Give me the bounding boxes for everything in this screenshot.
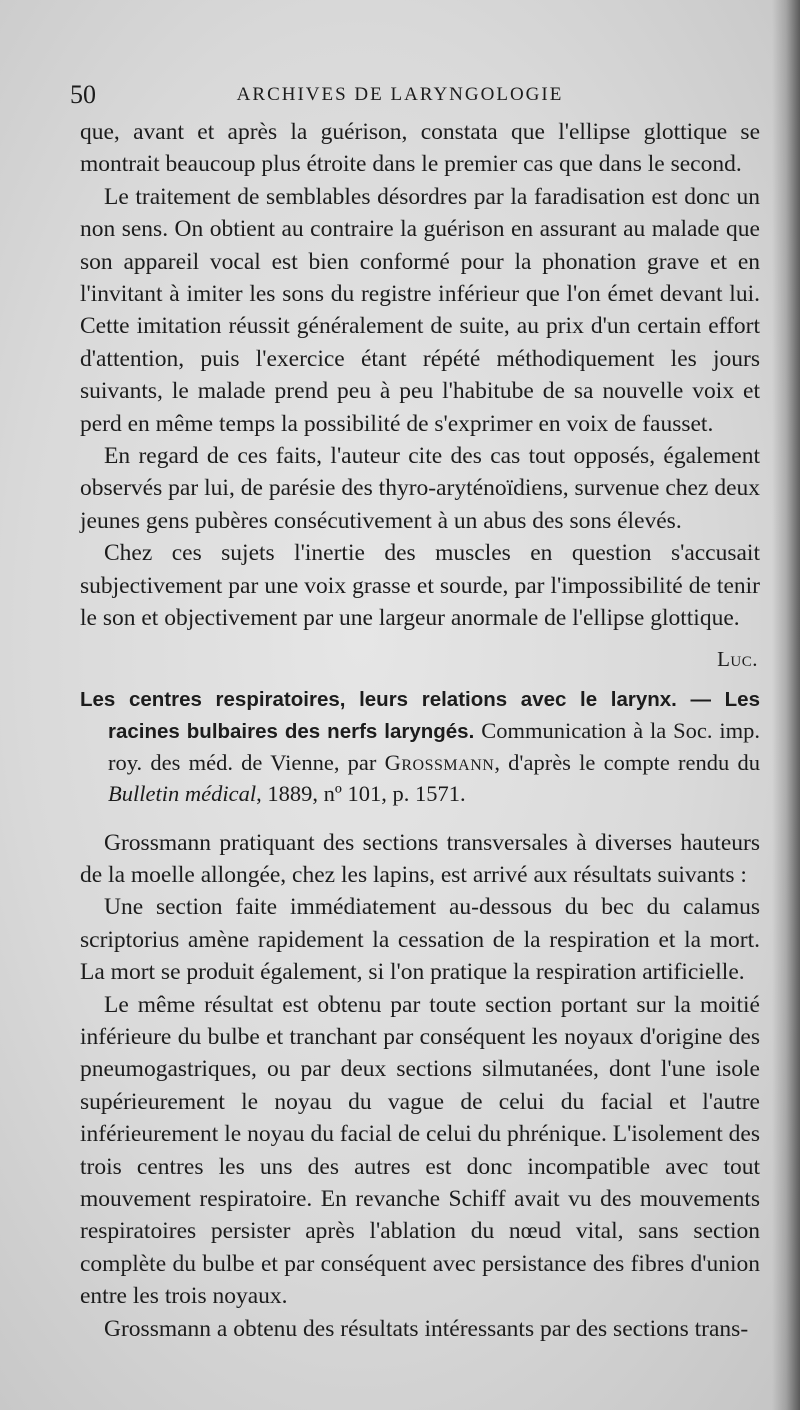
article-heading (80, 683, 760, 809)
page-header (70, 78, 730, 112)
paragraph: Grossmann pratiquant des sections transversales à diverses hauteurs de la moelle allongée, chez les lapins, est arrivé aux résultats suivants : (80, 829, 760, 888)
page-edge-shadow (772, 0, 800, 1410)
article-title: Les centres respiratoires, leurs relations avec le larynx. — Les racines bulbaires des nerfs laryngés. (80, 687, 760, 743)
paragraph: Le même résultat est obtenu par toute section portant sur la moitié inférieure du bulbe et tranchant par conséquent les noyaux d'origine des pneumogastriques, ou par deux sections silmutanées, dont l'une isole supérieurement le noyau du vague de celui du facial et l'autre inférieurement le noyau du facial de celui du phrénique. L'isolement des trois centres les uns des autres est donc incompatible avec tout mouvement respiratoire. En revanche Schiff avait vu des mouvements respiratoires persister après l'ablation du nœud vital, sans section complète du bulbe et par conséquent avec persistance des fibres d'union entre les trois noyaux. (80, 991, 760, 1310)
paragraph: Le traitement de semblables désordres par la faradisation est donc un non sens. On obtient au contraire la guérison en assurant au malade que son appareil vocal est bien conformé pour la phonation grave et en l'invitant à imiter les sons du registre inférieur que l'on émet devant lui. Cette imitation réussit généralement de suite, au prix d'un certain effort d'attention, puis l'exercice étant répété méthodiquement les jours suivants, le malade prend peu à peu l'habitube de sa nouvelle voix et perd en même temps la possibilité de s'exprimer en voix de fausset. (80, 183, 760, 437)
running-head: ARCHIVES DE LARYNGOLOGIE (236, 84, 564, 105)
article-citation-suffix: , 1889, nº 101, p. 1571. (256, 780, 466, 806)
page-number: 50 (70, 80, 96, 109)
article-author: Grossmann (384, 749, 495, 775)
paragraph: Une section faite immédiatement au-dessous du bec du calamus scriptorius amène rapidement la cessation de la respiration et la mort. La mort se produit également, si l'on pratique la respiration artificielle. (80, 894, 760, 986)
paragraph: En regard de ces faits, l'auteur cite des cas tout opposés, également observés par lui, de parésie des thyro-aryténoïdiens, survenue chez deux jeunes gens pubères consécutivement à un abus des sons élevés. (80, 443, 760, 534)
page-body (80, 116, 760, 1345)
paragraph: Grossmann a obtenu des résultats intéressants par des sections trans- (104, 1315, 749, 1342)
author-signature: Luc. (717, 646, 758, 671)
article-citation-prefix: Communication à la Soc. imp. roy. des méd. de Vienne, par (108, 717, 761, 775)
paragraph: Chez ces sujets l'inertie des muscles en question s'accusait subjectivement par une voix grasse et sourde, par l'impossibilité de tenir le son et objectivement par une largeur anormale de l'ellipse glottique. (80, 540, 760, 632)
article-citation-middle: , d'après le compte rendu du (494, 749, 760, 775)
paragraph-continued: que, avant et après la guérison, constata que l'ellipse glottique se montrait beaucoup plus étroite dans le premier cas que dans le second. (80, 119, 760, 178)
article-journal: Bulletin médical (108, 780, 257, 806)
article-body (80, 827, 760, 1346)
